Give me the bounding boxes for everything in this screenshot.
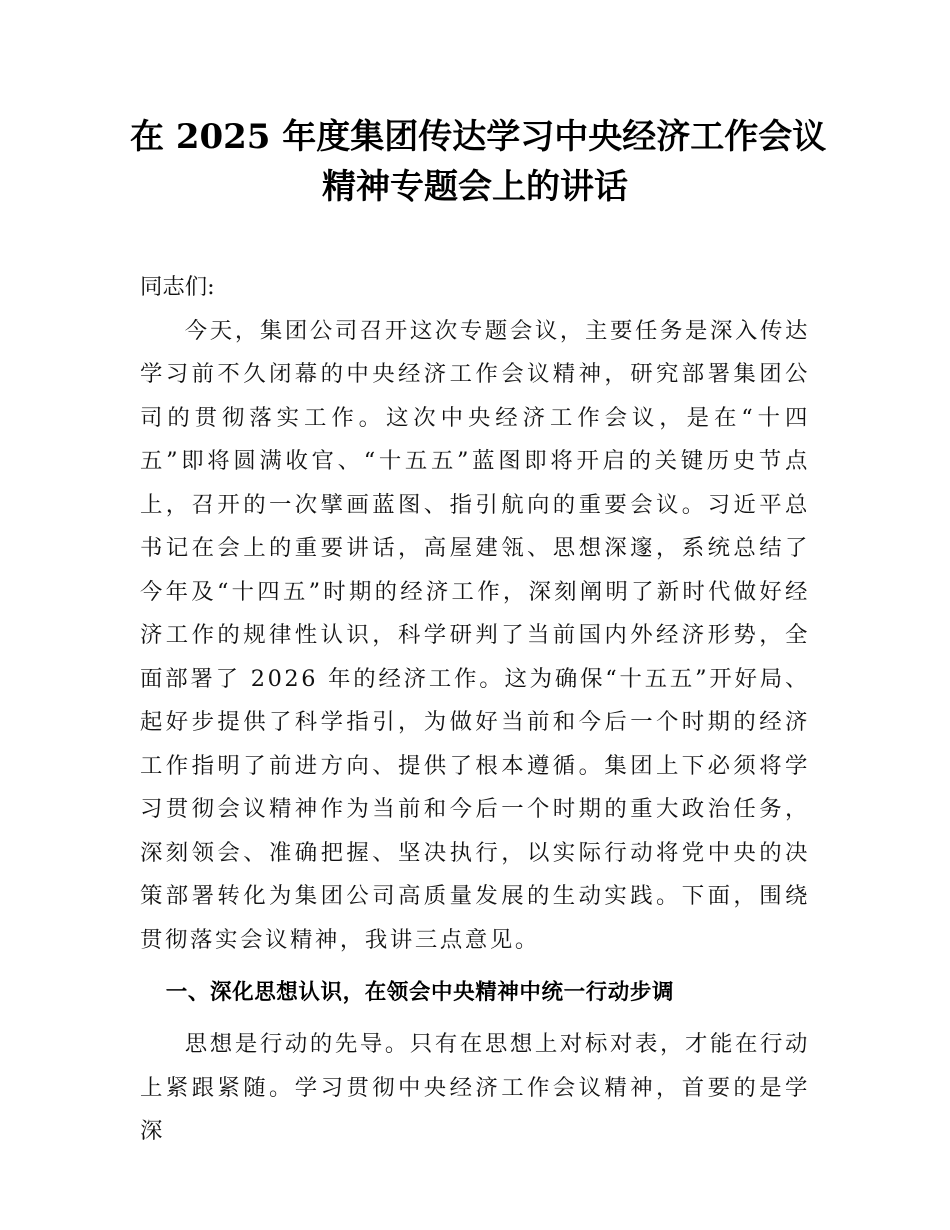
- intro-paragraph: 今天，集团公司召开这次专题会议，主要任务是深入传达学习前不久闭幕的中央经济工作会议精神，研究部署集团公司的贯彻落实工作。这次中央经济工作会议，是在“十四五”即将圆满收官、“十五五”蓝图即将开启的关键历史节点上，召开的一次擘画蓝图、指引航向的重要会议。习近平总书记在会上的重要讲话，高屋建瓴、思想深邃，系统总结了今年及“十四五”时期的经济工作，深刻阐明了新时代做好经济工作的规律性认识，科学研判了当前国内外经济形势，全面部署了 2026 年的经济工作。这为确保“十五五”开好局、起好步提供了科学指引，为做好当前和今后一个时期的经济工作指明了前进方向、提供了根本遵循。集团上下必须将学习贯彻会议精神作为当前和今后一个时期的重大政治任务，深刻领会、准确把握、坚决执行，以实际行动将党中央的决策部署转化为集团公司高质量发展的生动实践。下面，围绕贯彻落实会议精神，我讲三点意见。: [140, 317, 810, 953]
- salutation: 同志们:: [140, 274, 215, 300]
- section-heading-1: 一、深化思想认识，在领会中央精神中统一行动步调: [165, 980, 675, 1005]
- title-line-2: 精神专题会上的讲话: [322, 167, 628, 207]
- section-1-paragraph: 思想是行动的先导。只有在思想上对标对表，才能在行动上紧跟紧随。学习贯彻中央经济工作会议精神，首要的是学深: [140, 1031, 810, 1144]
- document-title: [130, 112, 827, 212]
- document-body: [140, 266, 810, 1154]
- title-line-1: 在 2025 年度集团传达学习中央经济工作会议: [130, 117, 827, 157]
